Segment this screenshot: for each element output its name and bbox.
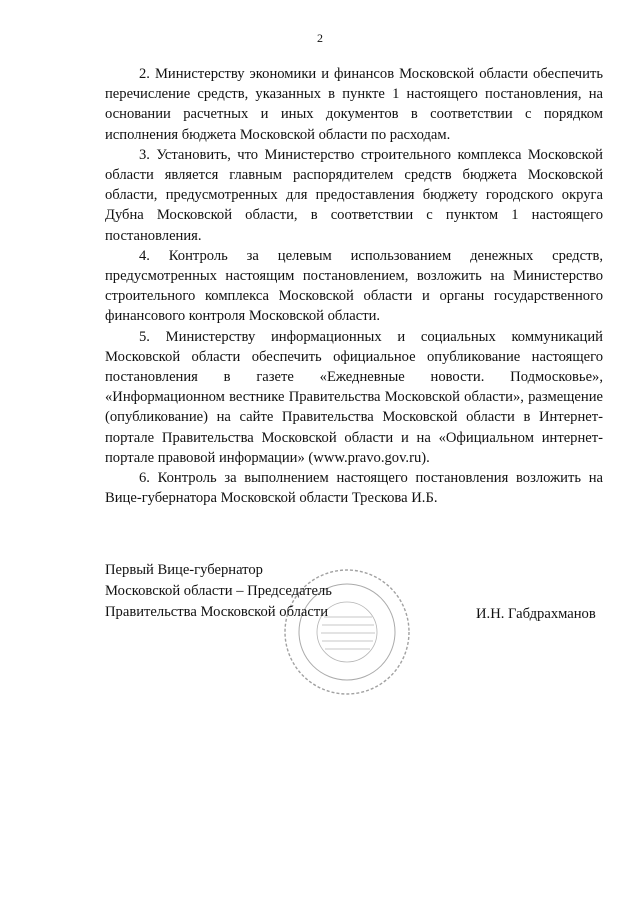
document-body: [105, 64, 603, 508]
paragraph-6: 6. Контроль за выполнением настоящего постановления возложить на Вице-губернатора Московской области Трескова И.Б.: [105, 470, 603, 507]
page-number: 2: [317, 31, 323, 45]
paragraph-4: 4. Контроль за целевым использованием денежных средств, предусмотренных настоящим постановлением, возложить на Министерство строительного комплекса Московской области и органы государственного финансового контроля Московской области.: [105, 247, 603, 325]
paragraph-2: 2. Министерству экономики и финансов Московской области обеспечить перечисление средств, указанных в пункте 1 настоящего постановления, на основании расчетных и иных документов в соответствии с порядком исполнения бюджета Московской области по расходам.: [105, 66, 603, 143]
paragraph-3: 3. Установить, что Министерство строительного комплекса Московской области является главным распорядителем средств бюджета Московской области, предусмотренных для предоставления бюджету городского округа Дубна Московской области, в соответствии с пунктом 1 настоящего постановления.: [105, 146, 603, 244]
signer-name: И.Н. Габдрахманов: [476, 606, 596, 622]
signer-title-line-3: Правительства Московской области: [105, 604, 329, 620]
paragraph-5: 5. Министерству информационных и социальных коммуникаций Московской области обеспечить официальное опубликование настоящего постановления в газете «Ежедневные новости. Подмосковье», «Информационном вестнике Правительства Московской области», размещение (опубликование) на сайте Правительства Московской области в Интернет-портале Правительства Московской области и на «Официальном интернет-портале правовой информации» (www.pravo.gov.ru).: [105, 328, 603, 466]
signer-title-line-1: Первый Вице-губернатор: [105, 562, 263, 578]
signer-title-line-2: Московской области – Председатель: [105, 583, 332, 599]
